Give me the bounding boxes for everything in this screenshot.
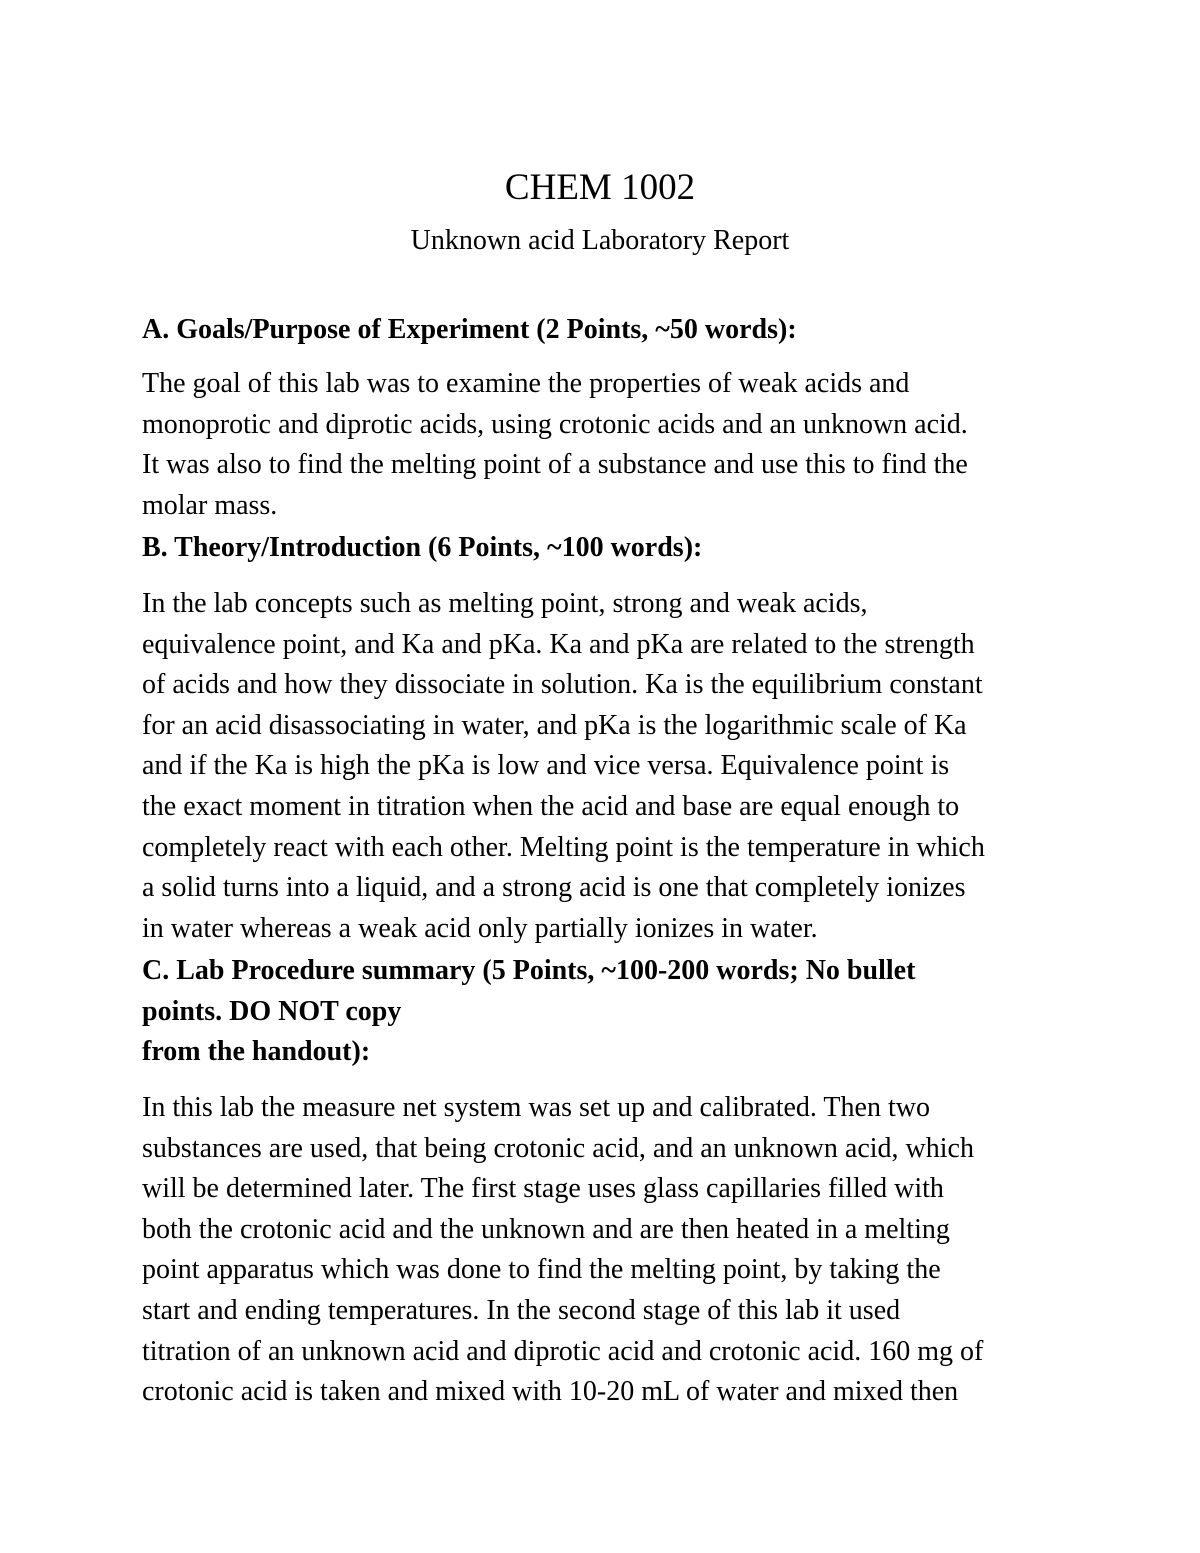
section-b-line: completely react with each other. Melting point is the temperature in which xyxy=(142,831,985,863)
section-a-line: monoprotic and diprotic acids, using crotonic acids and an unknown acid. xyxy=(142,408,968,440)
section-c-line: titration of an unknown acid and diprotic acid and crotonic acid. 160 mg of xyxy=(142,1335,984,1367)
section-b-body xyxy=(142,584,1072,949)
section-c-line: In this lab the measure net system was set up and calibrated. Then two xyxy=(142,1092,930,1123)
section-b-heading: B. Theory/Introduction (6 Points, ~100 words): xyxy=(142,532,703,563)
section-c-heading-line: C. Lab Procedure summary (5 Points, ~100-200 words; No bullet xyxy=(142,955,916,986)
section-b-line: the exact moment in titration when the acid and base are equal enough to xyxy=(142,790,960,822)
section-b-line: equivalence point, and Ka and pKa. Ka and pKa are related to the strength xyxy=(142,628,975,660)
section-c-line: start and ending temperatures. In the second stage of this lab it used xyxy=(142,1294,901,1326)
section-b-line: a solid turns into a liquid, and a strong acid is one that completely ionizes xyxy=(142,872,966,904)
section-c-heading-line: points. DO NOT copy xyxy=(142,995,402,1027)
section-b-line: of acids and how they dissociate in solution. Ka is the equilibrium constant xyxy=(142,669,983,701)
section-c-line: point apparatus which was done to find the melting point, by taking the xyxy=(142,1254,941,1286)
section-b-line: and if the Ka is high the pKa is low and vice versa. Equivalence point is xyxy=(142,750,950,782)
section-c-line: substances are used, that being crotonic acid, and an unknown acid, which xyxy=(142,1132,974,1164)
section-a-heading: A. Goals/Purpose of Experiment (2 Points, ~50 words): xyxy=(142,314,797,345)
section-a-body xyxy=(142,364,1072,526)
section-b-line: for an acid disassociating in water, and pKa is the logarithmic scale of Ka xyxy=(142,709,967,741)
section-b-line: In the lab concepts such as melting point, strong and weak acids, xyxy=(142,588,868,619)
section-c-line: will be determined later. The first stage uses glass capillaries filled with xyxy=(142,1173,944,1205)
section-c-body xyxy=(142,1088,1072,1413)
section-c-heading-line: from the handout): xyxy=(142,1036,371,1067)
section-c-line: both the crotonic acid and the unknown and are then heated in a melting xyxy=(142,1213,950,1245)
section-a-line: The goal of this lab was to examine the properties of weak acids and xyxy=(142,368,910,399)
section-c-line: crotonic acid is taken and mixed with 10-20 mL of water and mixed then xyxy=(142,1376,959,1408)
document-subtitle: Unknown acid Laboratory Report xyxy=(410,225,790,256)
section-b-line: in water whereas a weak acid only partially ionizes in water. xyxy=(142,912,818,944)
document-title: CHEM 1002 xyxy=(504,167,696,208)
section-a-line: molar mass. xyxy=(142,489,278,521)
section-c-heading xyxy=(142,951,1072,1073)
section-a-line: It was also to find the melting point of a substance and use this to find the xyxy=(142,449,968,481)
